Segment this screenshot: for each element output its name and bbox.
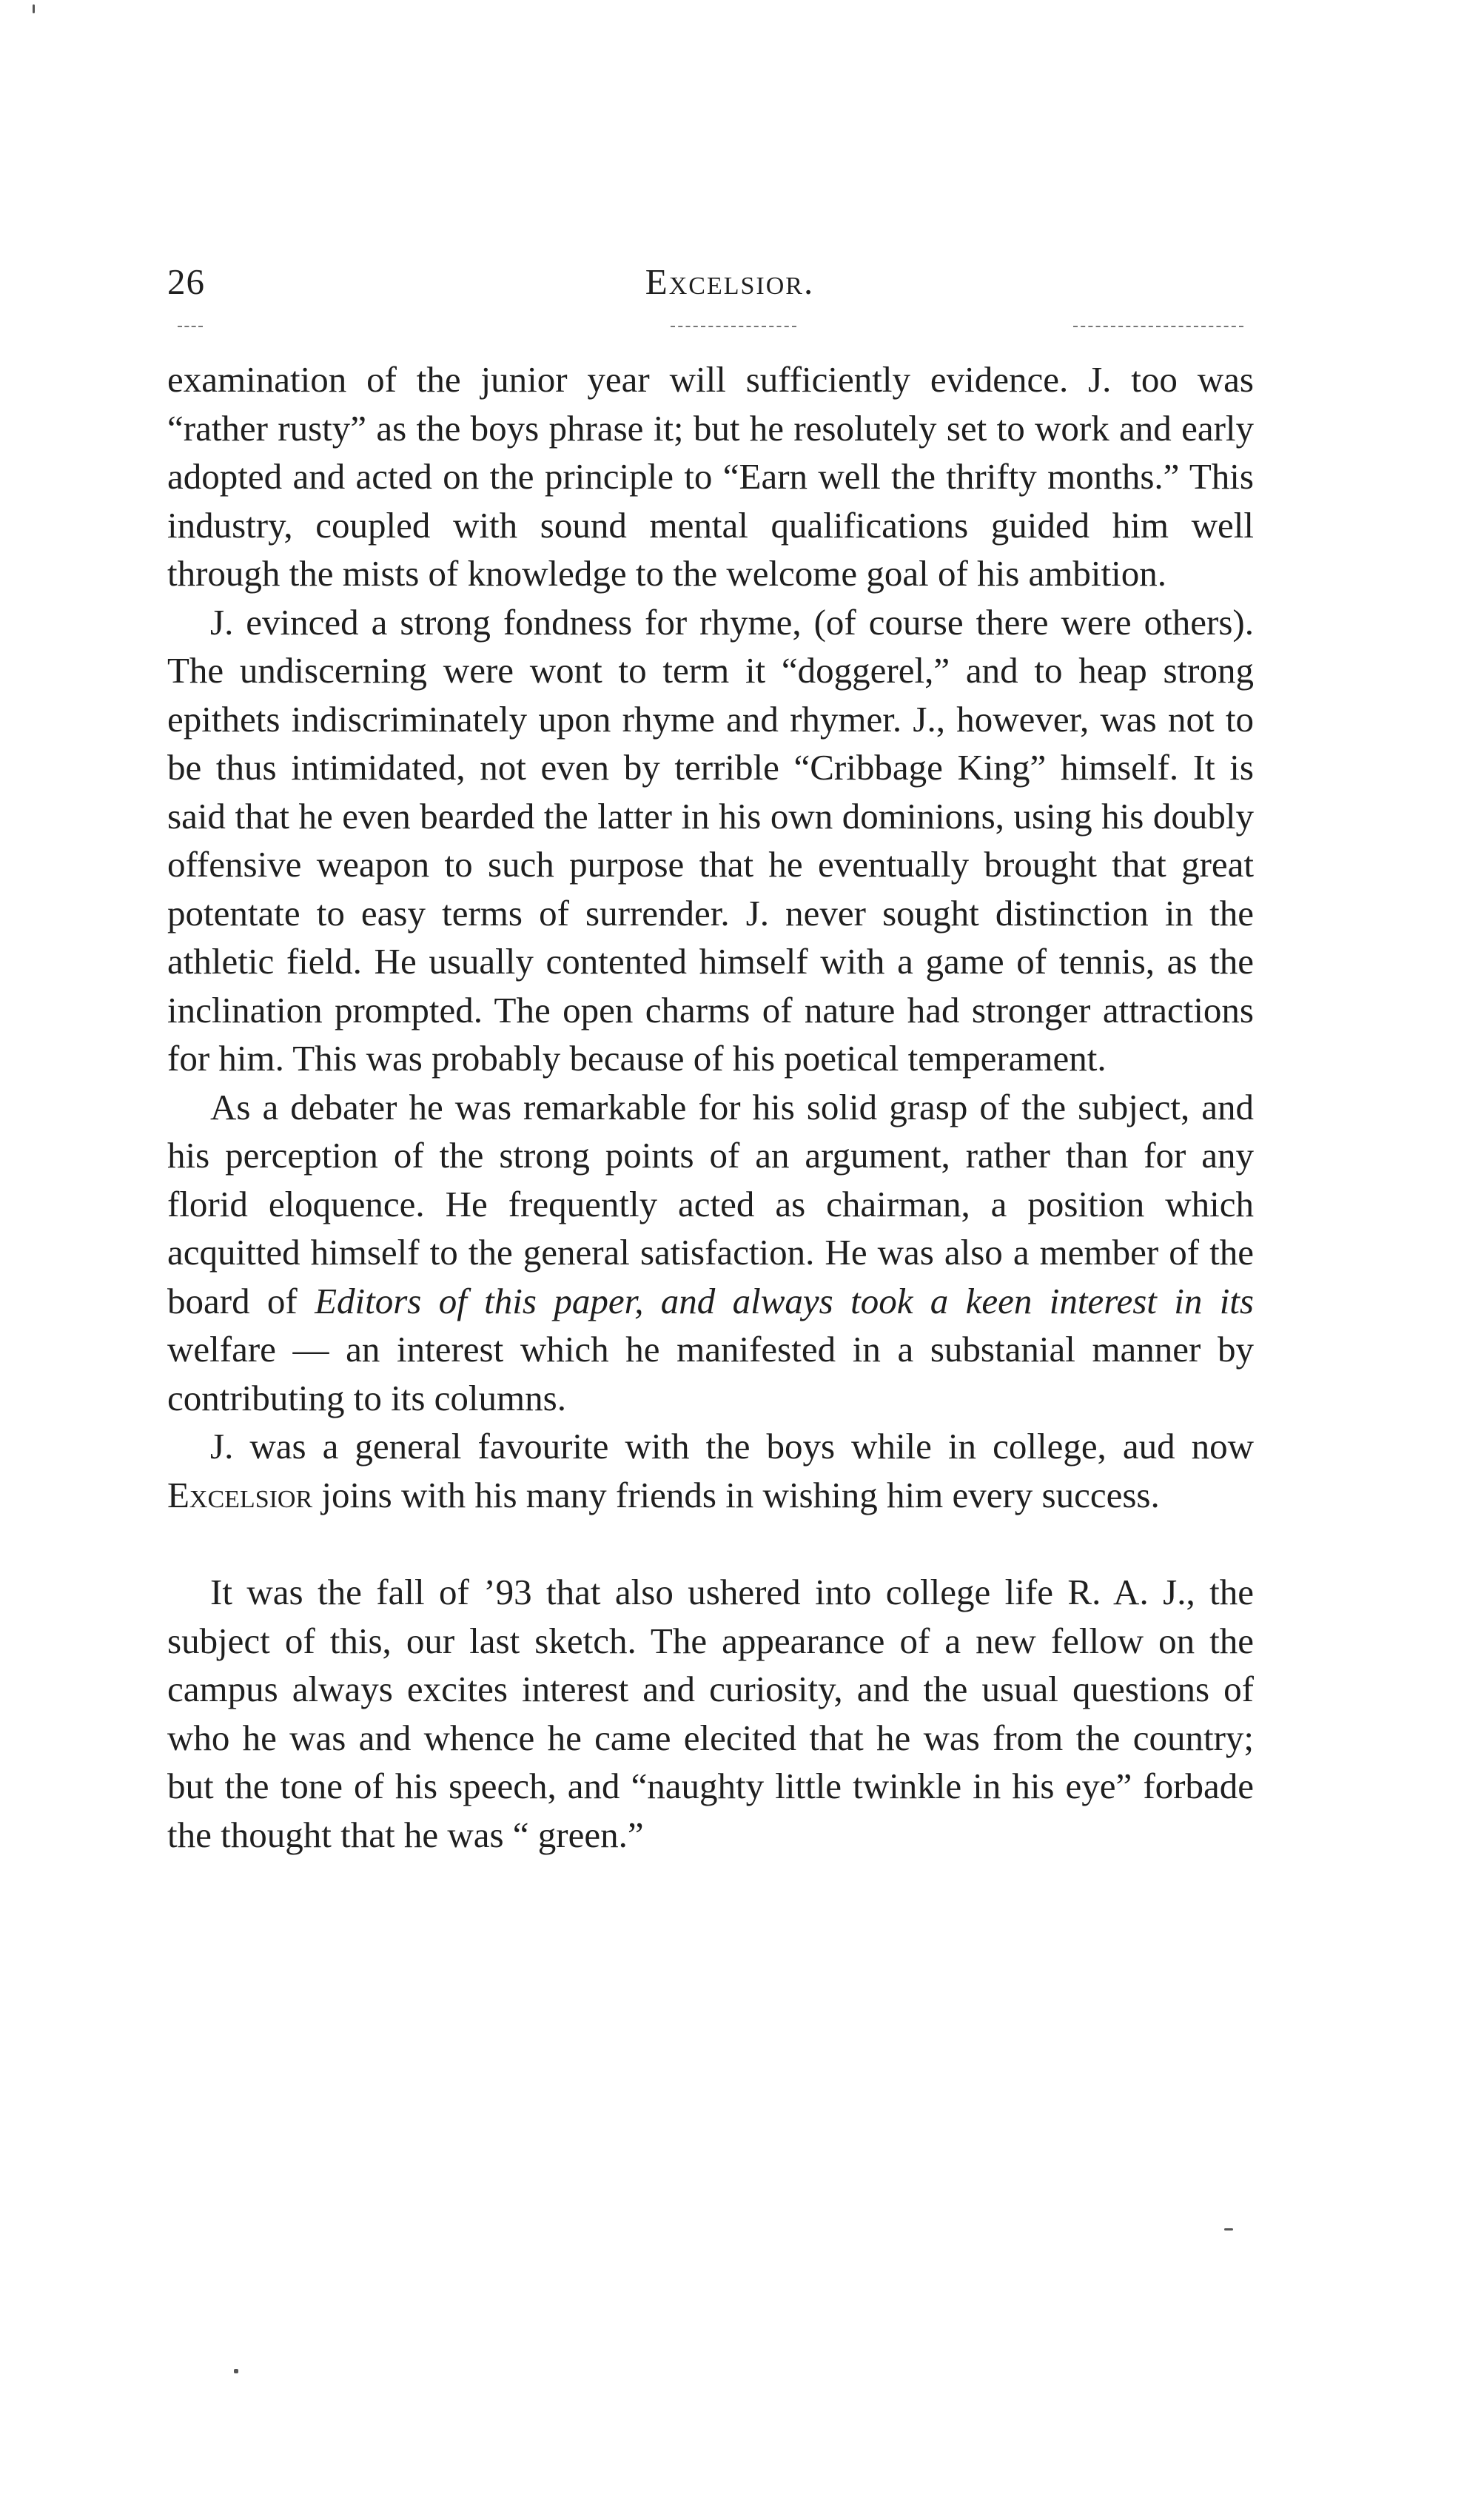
running-title: Excelsior. bbox=[645, 261, 815, 302]
favourite-text-after: joins with his many friends in wishing him every success. bbox=[312, 1474, 1160, 1515]
header-rule-mark-center bbox=[671, 326, 796, 327]
header-rule-mark-left bbox=[178, 326, 203, 327]
body-text bbox=[167, 355, 1254, 1859]
page-number: 26 bbox=[167, 261, 205, 302]
debater-tail-text: welfare — an interest which he manifested in a substanial manner by contributing to its columns. bbox=[167, 1329, 1254, 1418]
paragraph-examination: examination of the junior year will sufficiently evidence. J. too was “rather rusty” as the boys phrase it; but he resolutely set to work and early adopted and acted on the principle to “Earn well the thrifty months.” This industry, coupled with sound mental qualifications guided him well through the mists of knowledge to the welcome goal of his ambition. bbox=[167, 359, 1254, 594]
header-rule-mark-right bbox=[1073, 326, 1243, 327]
debater-text: As a debater he was remarkable for his solid grasp of the subject, and his perception of the strong points of an argument, rather than for any florid eloquence. He frequently acted as chairman, a position which acquitted himself to the general satisfaction. He was also a member of the board of bbox=[167, 1086, 1254, 1321]
paragraph-rhyme: J. evinced a strong fondness for rhyme, (of course there were others). The undiscerning were wont to term it “doggerel,” and to heap strong epithets indiscriminately upon rhyme and rhymer. J., however, was not to be thus intimidated, not even by terrible “Cribbage King” himself. It is said that he even bearded the latter in his own dominions, using his doubly offensive weapon to such purpose that he eventually brought that great potentate to easy terms of surrender. J. never sought distinction in the athletic field. He usually contented himself with a game of tennis, as the inclination prompted. The open charms of nature had stronger attractions for him. This was probably because of his poetical temperament. bbox=[167, 601, 1254, 1079]
paragraph-fall-of-93: It was the fall of ’93 that also ushered into college life R. A. J., the subject of this, our last sketch. The appearance of a new fellow on the campus always excites interest and curiosity, and the usual questions of who he was and whence he came elecited that he was from the country; but the tone of his speech, and “naughty little twinkle in his eye” forbade the thought that he was “ green.” bbox=[167, 1572, 1254, 1855]
running-head bbox=[167, 261, 1254, 312]
paragraph-debater bbox=[167, 1083, 1254, 1423]
favourite-text-before: J. was a general favourite with the boys while in college, aud now bbox=[210, 1426, 1254, 1467]
debater-italic-text: Editors of this paper, and always took a keen interest in its bbox=[315, 1280, 1254, 1321]
ink-speck-top-left bbox=[33, 4, 35, 13]
magazine-name: Excelsior bbox=[167, 1474, 313, 1515]
paragraph-favourite bbox=[167, 1422, 1254, 1519]
ink-speck-bottom bbox=[234, 2369, 238, 2373]
ink-speck-right bbox=[1224, 2228, 1233, 2230]
section-gap bbox=[167, 1519, 1254, 1568]
